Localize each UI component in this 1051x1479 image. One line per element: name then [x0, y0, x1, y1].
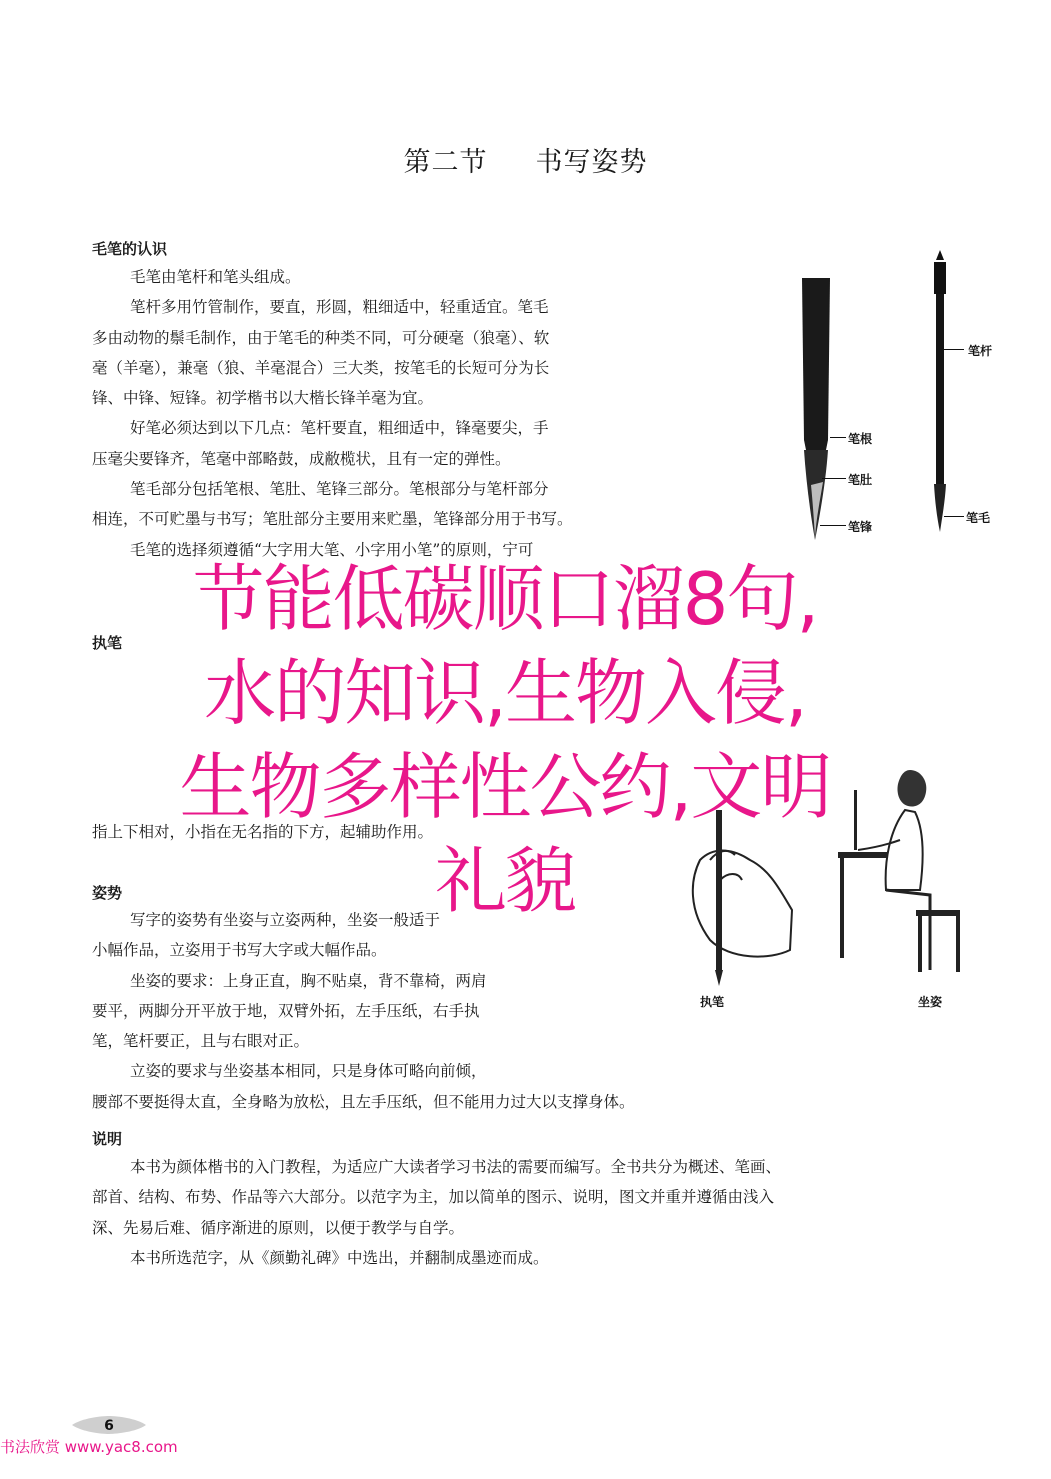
- paragraph-posture: [92, 905, 635, 1117]
- leader-line: [944, 349, 964, 350]
- text-line: 指上下相对，小指在无名指的下方，起辅助作用。: [92, 823, 434, 841]
- section-number: 第二节: [403, 147, 488, 178]
- heading-brush: 毛笔的认识: [92, 240, 168, 258]
- overlay-line: 节能低碳顺口溜8句,: [192, 557, 818, 641]
- text-line: 写字的姿势有坐姿与立姿两种，坐姿一般适于: [130, 911, 441, 929]
- text-line: 笔杆多用竹管制作，要直，形圆，粗细适中，轻重适宜。笔毛: [130, 298, 549, 317]
- paragraph-notes: [92, 1152, 781, 1273]
- brush-loop: [936, 250, 944, 260]
- text-line: 压毫尖要锋齐，笔毫中部略鼓，成敝榄状，且有一定的弹性。: [92, 449, 511, 468]
- heading-posture: 姿势: [92, 884, 123, 902]
- brush-head-thin: [934, 484, 946, 532]
- page-number: 6: [104, 1418, 114, 1434]
- caption-sit: 坐姿: [918, 995, 943, 1009]
- text-line: 小幅作品，立姿用于书写大字或大幅作品。: [92, 941, 387, 960]
- text-line: 毛笔由笔杆和笔头组成。: [130, 268, 301, 286]
- text-line: 立姿的要求与坐姿基本相同，只是身体可略向前倾，: [130, 1062, 487, 1081]
- text-line: 腰部不要挺得太直，全身略为放松，且左手压纸，但不能用力过大以支撑身体。: [92, 1092, 635, 1111]
- label-tip: 笔锋: [848, 520, 873, 534]
- text-line: 相连，不可贮墨与书写；笔肚部分主要用来贮墨，笔锋部分用于书写。: [92, 510, 573, 529]
- brush-shaft-large: [802, 278, 830, 450]
- text-line: 好笔必须达到以下几点：笔杆要直，粗细适中，锋毫要尖，手: [130, 419, 549, 438]
- leader-line: [820, 525, 846, 526]
- overlay-line: 礼貌: [434, 839, 575, 923]
- caption-hold: 执笔: [700, 995, 725, 1009]
- label-shaft: 笔杆: [968, 344, 993, 358]
- label-hair: 笔毛: [966, 511, 991, 525]
- label-belly: 笔肚: [848, 473, 873, 487]
- text-line: 本书为颜体楷书的入门教程，为适应广大读者学习书法的需要而编写。全书共分为概述、笔画、: [130, 1158, 782, 1176]
- leader-line: [944, 516, 964, 517]
- heading-hold: 执笔: [92, 634, 123, 652]
- overlay-headline: [40, 552, 970, 928]
- overlay-line: 水的知识,生物入侵,: [204, 651, 806, 735]
- text-line: 笔，笔杆要正，且与右眼对正。: [92, 1032, 310, 1051]
- section-name: 书写姿势: [535, 147, 648, 178]
- text-line: 毫（羊毫），兼毫（狼、羊毫混合）三大类，按笔毛的长短可分为长: [92, 358, 550, 377]
- text-line: 部首、结构、布势、作品等六大部分。以范字为主，加以简单的图示、说明，图文并重并遵循由浅入: [92, 1188, 775, 1207]
- text-line: 笔毛部分包括笔根、笔肚、笔锋三部分。笔根部分与笔杆部分: [130, 480, 549, 499]
- text-line: 本书所选范字，从《颜勤礼碑》中选出，并翻制成墨迹而成。: [130, 1248, 549, 1267]
- section-title: [0, 140, 1051, 179]
- paragraph-brush: [92, 262, 573, 565]
- watermark: 书法欣赏 www.yac8.com: [0, 1438, 178, 1456]
- heading-notes: 说明: [92, 1130, 123, 1148]
- text-line: 锋、中锋、短锋。初学楷书以大楷长锋羊毫为宜。: [92, 389, 434, 408]
- brush-shaft-thin: [936, 294, 944, 484]
- overlay-line: 生物多样性公约,文明: [179, 745, 831, 829]
- leader-line: [822, 478, 846, 479]
- text-line: 毛笔的选择须遵循“大字用大笔、小字用小笔”的原则，宁可: [130, 540, 534, 559]
- text-line: 要平，两脚分开平放于地，双臂外拓，左手压纸，右手执: [92, 1001, 480, 1020]
- leader-line: [830, 437, 846, 438]
- label-root: 笔根: [848, 432, 873, 446]
- text-line: 坐姿的要求：上身正直，胸不贴桌，背不靠椅，两肩: [130, 971, 487, 990]
- page-number-badge: [72, 1416, 146, 1434]
- text-line: 多由动物的鬃毛制作，由于笔毛的种类不同，可分硬毫（狼毫）、软: [92, 328, 550, 347]
- text-line: 深、先易后难、循序渐进的原则，以便于教学与自学。: [92, 1218, 465, 1237]
